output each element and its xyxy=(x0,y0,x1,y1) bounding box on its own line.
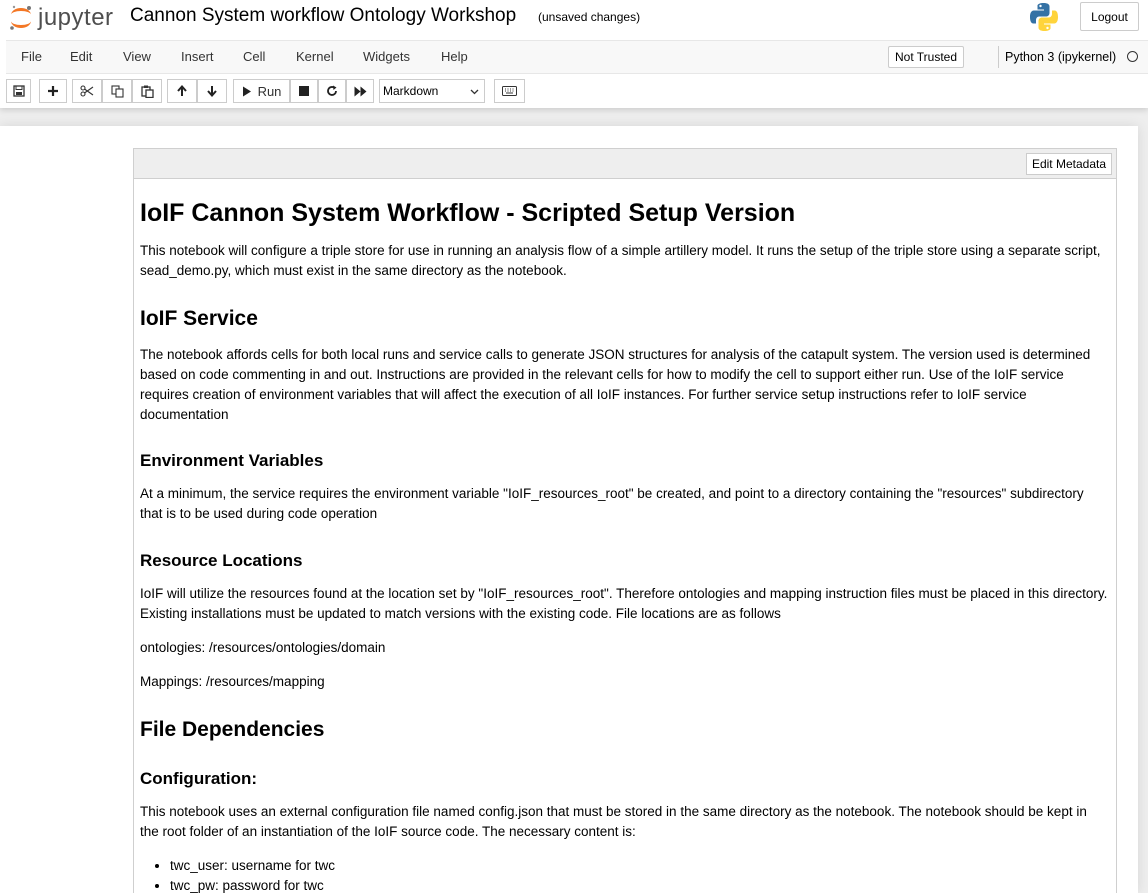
jupyter-logo[interactable] xyxy=(8,2,114,34)
move-down-button[interactable] xyxy=(197,79,227,103)
chevron-down-icon xyxy=(470,87,479,96)
move-up-button[interactable] xyxy=(167,79,197,103)
menu-help[interactable]: Help xyxy=(441,49,468,64)
heading-ioif-service: IoIF Service xyxy=(140,307,258,330)
cell-type-select[interactable] xyxy=(379,79,485,103)
jupyter-logo-text: jupyter xyxy=(38,4,114,31)
python-logo-icon xyxy=(1029,2,1059,37)
paragraph-configuration: This notebook uses an external configuration file named config.json that must be stored in the same directory as the notebook. The notebook should be kept in the root folder of an instantiation of the IoIF source code. The necessary content is: xyxy=(140,804,1087,839)
list-item: • twc_pw: password for twc xyxy=(170,876,335,893)
command-palette-button[interactable] xyxy=(494,79,525,103)
header xyxy=(0,0,1148,108)
interrupt-button[interactable] xyxy=(290,79,318,103)
paragraph-intro: This notebook will configure a triple store for use in running an analysis flow of a simple artillery model. It runs the setup of the triple store using a separate script, sead_demo.py, which must exist in the same directory as the notebook. xyxy=(140,243,1101,278)
menu-widgets[interactable]: Widgets xyxy=(363,49,410,64)
edit-metadata-button[interactable]: Edit Metadata xyxy=(1026,153,1112,175)
menu-file[interactable]: File xyxy=(21,49,42,64)
logout-button[interactable]: Logout xyxy=(1080,2,1139,31)
cell-type-value: Markdown xyxy=(383,84,439,98)
copy-button[interactable] xyxy=(102,79,132,103)
insert-cell-button[interactable] xyxy=(39,79,67,103)
arrow-up-icon xyxy=(176,85,188,97)
heading-file-dependencies: File Dependencies xyxy=(140,718,325,741)
menubar xyxy=(6,40,1148,74)
menu-insert[interactable]: Insert xyxy=(181,49,214,64)
heading-main-title: IoIF Cannon System Workflow - Scripted Setup Version xyxy=(140,199,796,227)
copy-icon xyxy=(111,85,124,98)
save-icon xyxy=(13,85,25,97)
plus-icon xyxy=(47,85,59,97)
trust-status-button[interactable]: Not Trusted xyxy=(888,46,964,68)
cell-toolbar xyxy=(134,149,1116,179)
arrow-down-icon xyxy=(206,85,218,97)
paragraph-resources: IoIF will utilize the resources found at the location set by "IoIF_resources_root". Therefore ontologies and mapping instruction files must be placed in this directory. Existing installations must be updated to match versions with the existing code. File locations are as follows xyxy=(140,586,1108,621)
restart-icon xyxy=(326,85,338,97)
play-icon xyxy=(242,86,252,97)
save-status: (unsaved changes) xyxy=(538,10,641,24)
notebook-title[interactable]: Cannon System workflow Ontology Workshop xyxy=(130,5,517,26)
kernel-name: Python 3 (ipykernel) xyxy=(998,46,1116,68)
paste-button[interactable] xyxy=(132,79,162,103)
stop-icon xyxy=(299,86,309,96)
notebook-container xyxy=(0,126,1138,893)
paste-icon xyxy=(141,85,154,98)
paragraph-mappings-path: Mappings: /resources/mapping xyxy=(140,674,325,689)
kernel-idle-icon xyxy=(1127,51,1138,62)
markdown-cell[interactable] xyxy=(133,148,1117,893)
save-button[interactable] xyxy=(6,79,31,103)
scissors-icon xyxy=(80,85,94,97)
run-button[interactable] xyxy=(233,79,290,103)
list-item: • twc_user: username for twc xyxy=(170,856,335,876)
heading-configuration: Configuration: xyxy=(140,769,258,788)
restart-run-all-button[interactable] xyxy=(346,79,374,103)
heading-environment-variables: Environment Variables xyxy=(140,451,324,470)
fast-forward-icon xyxy=(354,86,367,97)
config-bullet-list xyxy=(140,856,335,893)
jupyter-logo-icon xyxy=(8,3,34,33)
keyboard-icon xyxy=(502,86,517,96)
paragraph-ontologies-path: ontologies: /resources/ontologies/domain xyxy=(140,640,386,655)
menu-cell[interactable]: Cell xyxy=(243,49,266,64)
restart-button[interactable] xyxy=(318,79,346,103)
paragraph-environment: At a minimum, the service requires the environment variable "IoIF_resources_root" be created, and point to a directory containing the "resources" subdirectory that is to be used during code operation xyxy=(140,486,1084,521)
menu-edit[interactable]: Edit xyxy=(70,49,93,64)
paragraph-service: The notebook affords cells for both local runs and service calls to generate JSON structures for analysis of the catapult system. The version used is determined based on code commenting in and out. Instructions are provided in the relevant cells for how to modify the cell to support either run. Use of the IoIF service requires creation of environment variables that will affect the execution of all IoIF instances. For further service setup instructions refer to IoIF service documentation xyxy=(140,347,1091,422)
menu-view[interactable]: View xyxy=(123,49,151,64)
run-label: Run xyxy=(257,83,282,99)
menu-kernel[interactable]: Kernel xyxy=(296,49,334,64)
cut-button[interactable] xyxy=(72,79,102,103)
heading-resource-locations: Resource Locations xyxy=(140,551,303,570)
